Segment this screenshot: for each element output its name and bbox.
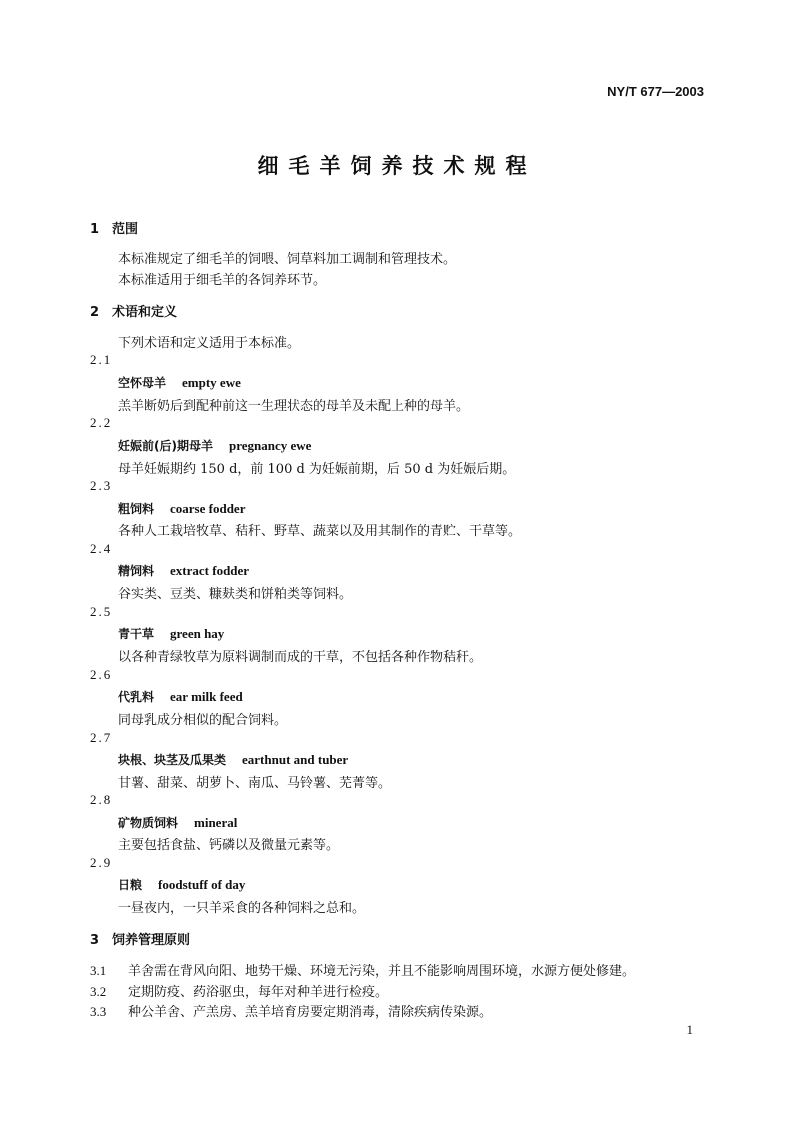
term-cn: 矿物质饲料 (118, 816, 179, 830)
document-title: 细毛羊饲养技术规程 (257, 154, 537, 178)
term-entry (118, 437, 311, 454)
term-en: ear milk feed (170, 689, 243, 704)
section-title: 术语和定义 (112, 305, 178, 320)
term-cn: 青干草 (118, 627, 155, 641)
term-entry (118, 500, 245, 517)
term-cn: 粗饲料 (118, 502, 155, 516)
term-entry (118, 876, 245, 893)
term-cn: 空怀母羊 (118, 376, 167, 390)
term-en: extract fodder (170, 563, 250, 578)
section-heading-terms (90, 301, 177, 320)
page-number: 1 (686, 1022, 693, 1037)
section-number: 2 (90, 305, 100, 320)
clause-number: 2.2 (90, 415, 113, 430)
term-entry (118, 625, 224, 642)
term-definition: 一昼夜内，一只羊采食的各种饲料之总和。 (118, 901, 366, 916)
term-entry (118, 374, 241, 391)
term-entry (118, 814, 237, 831)
item-number: 3.3 (90, 1004, 107, 1019)
term-cn: 块根、块茎及瓜果类 (118, 753, 227, 767)
term-cn: 妊娠前(后)期母羊 (118, 439, 213, 453)
term-entry (118, 688, 243, 705)
term-cn: 代乳料 (118, 690, 155, 704)
term-en: green hay (170, 626, 225, 641)
term-en: mineral (194, 815, 238, 830)
clause-number: 2.5 (90, 604, 113, 619)
section-heading-scope (90, 218, 138, 237)
section-title: 范围 (112, 222, 139, 237)
term-definition: 以各种青绿牧草为原料调制而成的干草，不包括各种作物秸秆。 (118, 650, 483, 665)
item-number: 3.2 (90, 984, 107, 999)
term-en: foodstuff of day (158, 877, 246, 892)
term-definition: 羔羊断奶后到配种前这一生理状态的母羊及未配上种的母羊。 (118, 399, 470, 414)
term-definition: 主要包括食盐、钙磷以及微量元素等。 (118, 838, 340, 853)
term-cn: 日粮 (118, 878, 143, 892)
principle-item (90, 960, 635, 979)
item-number: 3.1 (90, 963, 107, 978)
clause-number: 2.3 (90, 478, 113, 493)
section-number: 3 (90, 933, 100, 948)
section-heading-principles (90, 929, 190, 948)
standard-number: NY/T 677—2003 (607, 84, 704, 99)
principle-item (90, 981, 388, 1000)
paragraph: 本标准适用于细毛羊的各饲养环节。 (118, 273, 327, 288)
section-number: 1 (90, 222, 100, 237)
term-en: earthnut and tuber (242, 752, 349, 767)
term-en: coarse fodder (170, 501, 246, 516)
paragraph: 下列术语和定义适用于本标准。 (118, 336, 301, 351)
paragraph: 本标准规定了细毛羊的饲喂、饲草料加工调制和管理技术。 (118, 252, 457, 267)
term-definition: 同母乳成分相似的配合饲料。 (118, 713, 288, 728)
clause-number: 2.6 (90, 667, 113, 682)
term-en: empty ewe (182, 375, 241, 390)
item-text: 羊舍需在背风向阳、地势干燥、环境无污染，并且不能影响周围环境，水源方便处修建。 (128, 964, 636, 979)
clause-number: 2.7 (90, 730, 113, 745)
item-text: 种公羊舍、产羔房、羔羊培育房要定期消毒，清除疾病传染源。 (128, 1005, 493, 1020)
section-title: 饲养管理原则 (112, 933, 191, 948)
term-definition: 各种人工栽培牧草、秸秆、野草、蔬菜以及用其制作的青贮、干草等。 (118, 524, 522, 539)
clause-number: 2.8 (90, 792, 113, 807)
principle-item (90, 1001, 492, 1020)
term-definition: 谷实类、豆类、糠麸类和饼粕类等饲料。 (118, 587, 353, 602)
term-definition: 母羊妊娠期约 150 d，前 100 d 为妊娠前期，后 50 d 为妊娠后期。 (118, 462, 516, 477)
term-entry (118, 751, 348, 768)
clause-number: 2.4 (90, 541, 113, 556)
clause-number: 2.9 (90, 855, 113, 870)
term-cn: 精饲料 (118, 564, 155, 578)
term-entry (118, 562, 249, 579)
clause-number: 2.1 (90, 352, 113, 367)
term-definition: 甘薯、甜菜、胡萝卜、南瓜、马铃薯、芜菁等。 (118, 776, 392, 791)
term-en: pregnancy ewe (228, 438, 312, 453)
item-text: 定期防疫、药浴驱虫，每年对种羊进行检疫。 (128, 985, 389, 1000)
